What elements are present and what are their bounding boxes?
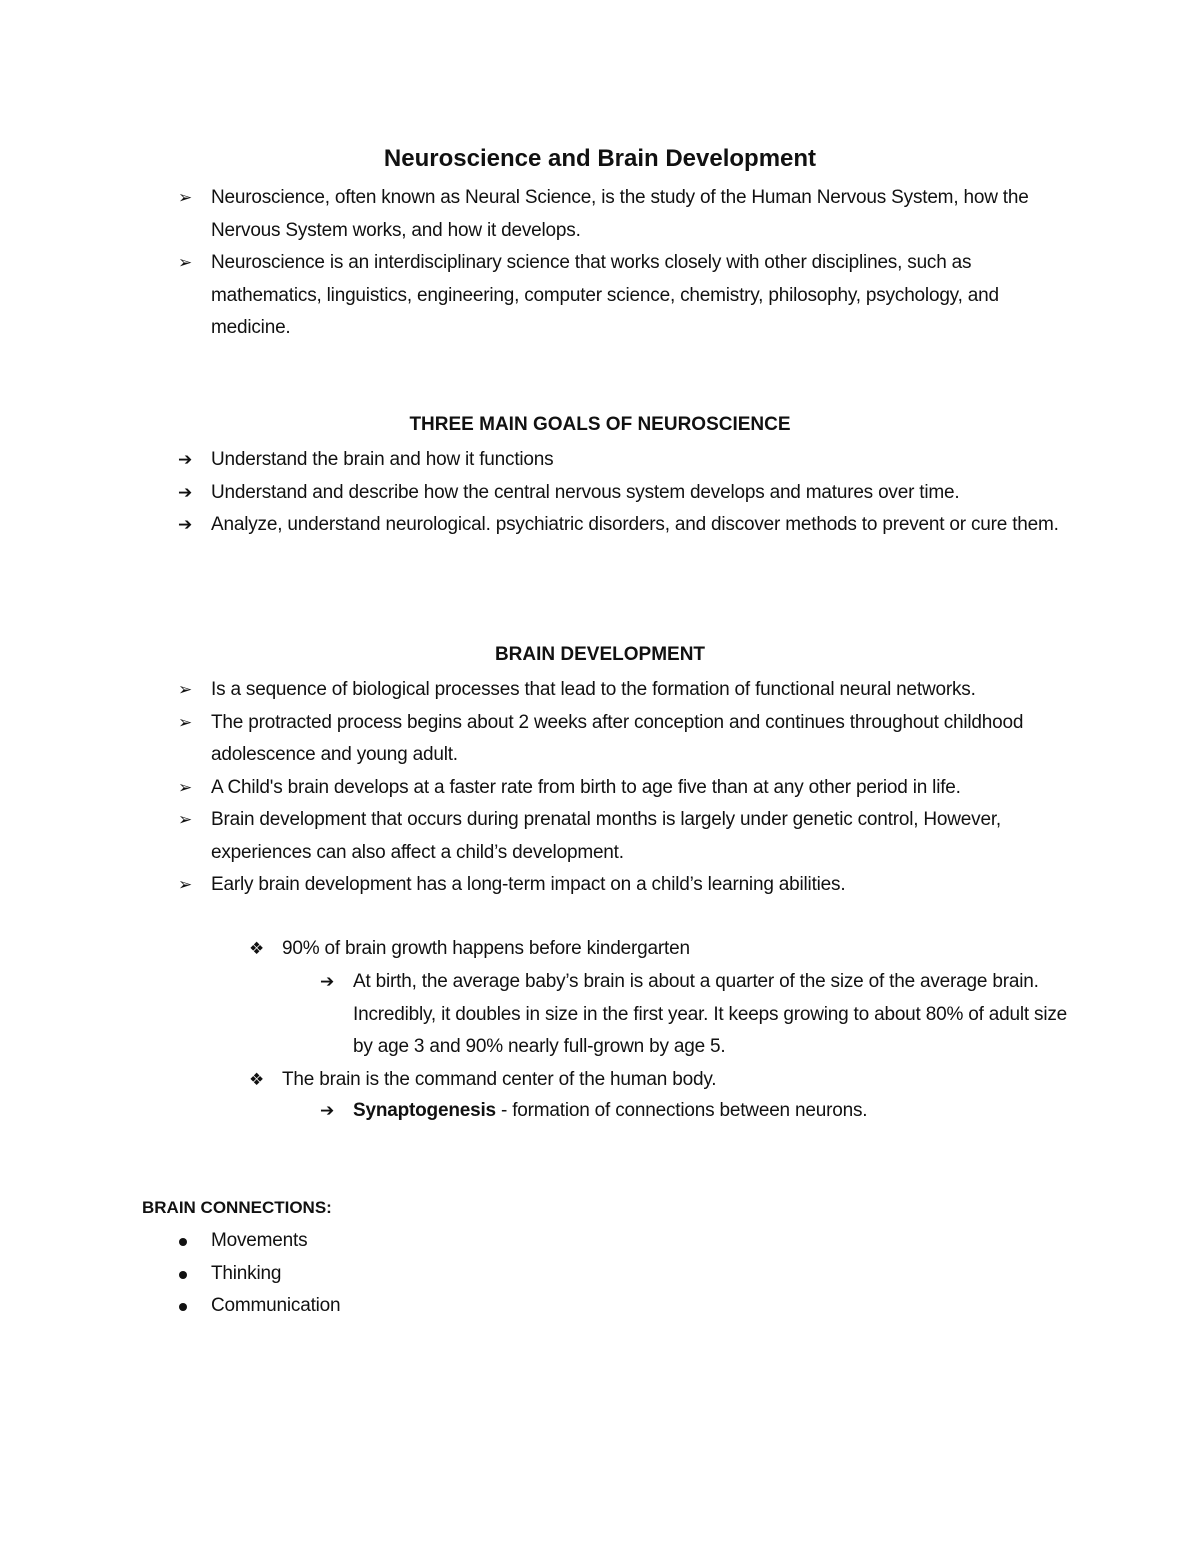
term-synaptogenesis: Synaptogenesis [353,1100,496,1121]
goals-list [142,444,1067,542]
list-item [142,1064,1067,1097]
development-heading: BRAIN DEVELOPMENT [494,644,706,665]
list-item-text: Understand the brain and how it functions [211,449,554,470]
list-item-text: 90% of brain growth happens before kindergarten [282,938,690,959]
command-sublist [142,1064,1067,1097]
bullet-dot-icon [179,1238,187,1246]
diamond-bullet-icon: ❖ [249,1070,265,1089]
list-item-text: Thinking [211,1262,282,1284]
development-list [142,674,1067,902]
connections-heading: BRAIN CONNECTIONS: [142,1198,332,1217]
arrowhead-bullet-icon: ➢ [178,680,193,699]
arrowhead-bullet-icon: ➢ [178,253,193,272]
list-item [142,247,1067,345]
arrowhead-bullet-icon: ➢ [178,712,193,732]
list-item [142,966,1067,1064]
list-item [142,772,1067,805]
list-item-text: The protracted process begins about 2 weeks after conception and continues throughout childhood adolescence and young adult. [211,711,1024,765]
list-item [142,444,1067,477]
arrow-bullet-icon: ➔ [178,482,193,502]
list-item [142,1258,1067,1291]
list-item-text: A Child's brain develops at a faster rate from birth to age five than at any other period in life. [211,776,961,798]
arrowhead-bullet-icon: ➢ [178,188,193,207]
list-item-text: Analyze, understand neurological. psychiatric disorders, and discover methods to prevent or cure them. [211,514,1059,535]
list-item-text: Neuroscience, often known as Neural Science, is the study of the Human Nervous System, how the Nervous System works, and how it develops. [211,187,1029,241]
list-item [142,933,1067,966]
list-item-text: Early brain development has a long-term impact on a child’s learning abilities. [211,874,846,895]
list-item-text: Understand and describe how the central nervous system develops and matures over time. [211,481,960,503]
list-item [142,477,1067,510]
arrowhead-bullet-icon: ➢ [178,875,193,894]
bullet-dot-icon [179,1303,187,1311]
growth-detail-list [142,966,1067,1064]
growth-sublist [142,933,1067,966]
arrow-bullet-icon: ➔ [178,515,193,534]
list-item [142,1225,1067,1258]
list-item-text: Brain development that occurs during prenatal months is largely under genetic control, However, experiences can also affect a child’s development. [211,809,1001,863]
list-item [142,182,1067,247]
list-item-text: The brain is the command center of the human body. [282,1069,717,1090]
connections-list [142,1225,1067,1323]
arrow-bullet-icon: ➔ [320,1101,335,1120]
term-definition: - formation of connections between neurons. [495,1100,868,1121]
synaptogenesis-list [142,1095,1067,1128]
diamond-bullet-icon: ❖ [249,939,265,958]
arrow-bullet-icon: ➔ [178,450,193,469]
list-item [142,707,1067,772]
list-item [142,1095,1067,1128]
page-title: Neuroscience and Brain Development [383,145,817,172]
list-item [142,1290,1067,1323]
list-item [142,674,1067,707]
arrowhead-bullet-icon: ➢ [178,777,193,797]
list-item [142,509,1067,542]
goals-heading: THREE MAIN GOALS OF NEUROSCIENCE [409,414,791,435]
bullet-dot-icon [179,1271,187,1279]
list-item-text: Communication [211,1295,341,1316]
list-item-text: Is a sequence of biological processes that lead to the formation of functional neural networks. [211,679,976,700]
list-item-text: At birth, the average baby’s brain is about a quarter of the size of the average brain. Incredibly, it doubles in size in the first year. It keeps growing to about 80% of adult size by age 3 and 90% nearly full-grown by age 5. [353,971,1068,1057]
list-item [142,804,1067,869]
list-item-text: Movements [211,1230,308,1251]
arrow-bullet-icon: ➔ [320,972,335,991]
list-item [142,869,1067,902]
list-item-text: Neuroscience is an interdisciplinary science that works closely with other disciplines, such as mathematics, linguistics, engineering, computer science, chemistry, philosophy, psychology, and medicine. [211,252,999,338]
intro-list [142,182,1067,345]
arrowhead-bullet-icon: ➢ [178,810,193,829]
